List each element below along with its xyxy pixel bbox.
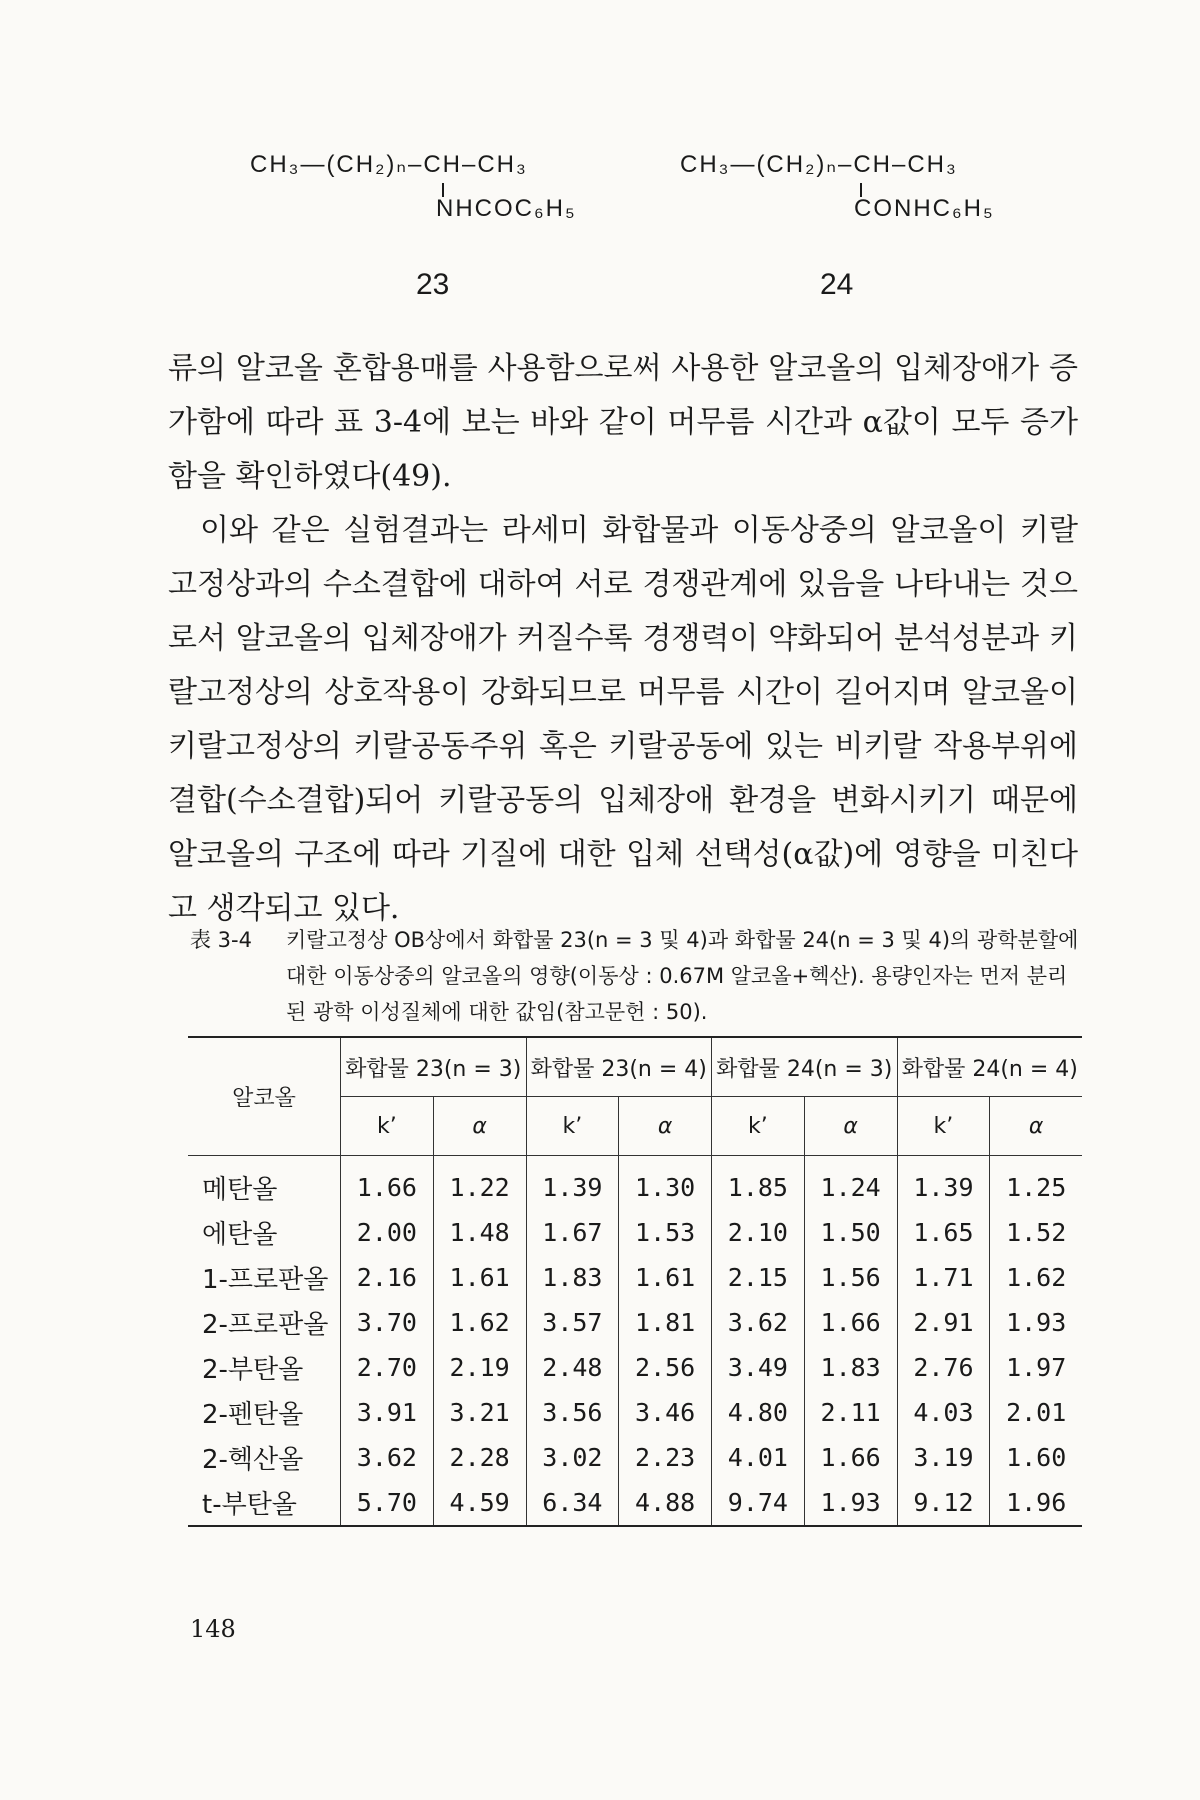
alpha-value: 1.62 xyxy=(433,1300,526,1345)
k-value: 1.66 xyxy=(341,1156,434,1211)
k-value: 3.57 xyxy=(526,1300,619,1345)
k-value: 1.83 xyxy=(526,1255,619,1300)
alpha-value: 3.46 xyxy=(619,1390,712,1435)
data-table xyxy=(188,1036,1082,1527)
k-value: 1.39 xyxy=(897,1156,990,1211)
alpha-value: 1.60 xyxy=(990,1435,1082,1480)
alpha-header: α xyxy=(990,1097,1082,1156)
k-value: 9.74 xyxy=(712,1480,805,1526)
alpha-value: 1.22 xyxy=(433,1156,526,1211)
alpha-value: 2.11 xyxy=(804,1390,897,1435)
alpha-value: 1.61 xyxy=(619,1255,712,1300)
k-value: 9.12 xyxy=(897,1480,990,1526)
k-value: 2.48 xyxy=(526,1345,619,1390)
table-row xyxy=(188,1156,1082,1211)
table-row xyxy=(188,1255,1082,1300)
k-value: 2.16 xyxy=(341,1255,434,1300)
k-value: 4.03 xyxy=(897,1390,990,1435)
k-value: 2.15 xyxy=(712,1255,805,1300)
k-value: 4.80 xyxy=(712,1390,805,1435)
k-value: 6.34 xyxy=(526,1480,619,1526)
body-text xyxy=(168,342,1078,936)
alcohol-name: 1-프로판올 xyxy=(202,1265,329,1295)
alpha-value: 1.97 xyxy=(990,1345,1082,1390)
alpha-header: α xyxy=(619,1097,712,1156)
k-value: 3.56 xyxy=(526,1390,619,1435)
group-header-1: 화합물 23(n = 3) xyxy=(341,1037,527,1097)
k-value: 3.91 xyxy=(341,1390,434,1435)
alpha-header: α xyxy=(433,1097,526,1156)
paragraph-1: 류의 알코올 혼합용매를 사용함으로써 사용한 알코올의 입체장애가 증가함에 따라 표 3-4에 보는 바와 같이 머무름 시간과 α값이 모두 증가함을 확인하였다(49). xyxy=(168,351,1078,494)
k-value: 1.71 xyxy=(897,1255,990,1300)
alpha-value: 1.53 xyxy=(619,1210,712,1255)
k-value: 1.85 xyxy=(712,1156,805,1211)
table-caption-text: 키랄고정상 OB상에서 화합물 23(n = 3 및 4)과 화합물 24(n = 3 및 4)의 광학분할에 대한 이동상중의 알코올의 영향(이동상 : 0.67M 알코올+헥산). 용량인자는 먼저 분리된 광학 이성질체에 대한 값임(참고문헌 : 50). xyxy=(286,928,1079,1024)
alpha-value: 4.88 xyxy=(619,1480,712,1526)
alpha-value: 1.66 xyxy=(804,1300,897,1345)
structure-23-substituent: NHCOC₆H₅ xyxy=(436,195,577,222)
alcohol-name: 2-펜탄올 xyxy=(202,1400,304,1430)
page-number: 148 xyxy=(190,1615,236,1643)
alpha-value: 2.23 xyxy=(619,1435,712,1480)
alpha-value: 1.93 xyxy=(990,1300,1082,1345)
alpha-header: α xyxy=(804,1097,897,1156)
k-header: k’ xyxy=(341,1097,434,1156)
k-header: k’ xyxy=(526,1097,619,1156)
alpha-value: 1.48 xyxy=(433,1210,526,1255)
table-caption-label: 表 3-4 xyxy=(190,928,252,952)
compound-number-23: 23 xyxy=(416,268,450,301)
alpha-value: 1.50 xyxy=(804,1210,897,1255)
alpha-value: 1.96 xyxy=(990,1480,1082,1526)
group-header-4: 화합물 24(n = 4) xyxy=(897,1037,1082,1097)
k-value: 4.01 xyxy=(712,1435,805,1480)
alpha-value: 1.24 xyxy=(804,1156,897,1211)
alcohol-name: 2-프로판올 xyxy=(202,1310,329,1340)
alcohol-name: 메탄올 xyxy=(202,1175,278,1205)
group-header-3: 화합물 24(n = 3) xyxy=(712,1037,898,1097)
k-value: 1.67 xyxy=(526,1210,619,1255)
alcohol-header: 알코올 xyxy=(188,1037,341,1156)
table-row xyxy=(188,1435,1082,1480)
k-value: 3.02 xyxy=(526,1435,619,1480)
alpha-value: 4.59 xyxy=(433,1480,526,1526)
k-value: 3.62 xyxy=(712,1300,805,1345)
k-value: 3.70 xyxy=(341,1300,434,1345)
alpha-value: 1.81 xyxy=(619,1300,712,1345)
alpha-value: 1.83 xyxy=(804,1345,897,1390)
paragraph-2: 이와 같은 실험결과는 라세미 화합물과 이동상중의 알코올이 키랄고정상과의 수소결합에 대하여 서로 경쟁관계에 있음을 나타내는 것으로서 알코올의 입체장애가 커질수록 경쟁력이 약화되어 분석성분과 키랄고정상의 상호작용이 강화되므로 머무름 시간이 길어지며 알코올이 키랄고정상의 키랄공동주위 혹은 키랄공동에 있는 비키랄 작용부위에 결합(수소결합)되어 키랄공동의 입체장애 환경을 변화시키기 때문에 알코올의 구조에 따라 기질에 대한 입체 선택성(α값)에 영향을 미친다고 생각되고 있다. xyxy=(168,513,1078,926)
alcohol-name: 에탄올 xyxy=(202,1220,278,1250)
alpha-value: 2.28 xyxy=(433,1435,526,1480)
k-value: 5.70 xyxy=(341,1480,434,1526)
k-header: k’ xyxy=(897,1097,990,1156)
table-caption xyxy=(190,922,1080,1030)
alpha-value: 1.66 xyxy=(804,1435,897,1480)
k-value: 2.10 xyxy=(712,1210,805,1255)
alpha-value: 1.56 xyxy=(804,1255,897,1300)
alpha-value: 1.93 xyxy=(804,1480,897,1526)
structure-24 xyxy=(680,150,995,223)
compound-number-24: 24 xyxy=(820,268,854,301)
alpha-value: 1.62 xyxy=(990,1255,1082,1300)
alpha-value: 2.19 xyxy=(433,1345,526,1390)
table-row xyxy=(188,1480,1082,1526)
k-value: 3.19 xyxy=(897,1435,990,1480)
alcohol-name: 2-부탄올 xyxy=(202,1355,304,1385)
alpha-value: 2.56 xyxy=(619,1345,712,1390)
alpha-value: 2.01 xyxy=(990,1390,1082,1435)
alpha-value: 1.25 xyxy=(990,1156,1082,1211)
table-row xyxy=(188,1345,1082,1390)
structure-23 xyxy=(250,150,577,223)
alpha-value: 1.61 xyxy=(433,1255,526,1300)
alcohol-name: 2-헥산올 xyxy=(202,1445,304,1475)
alcohol-name: t-부탄올 xyxy=(202,1490,297,1520)
alpha-value: 1.52 xyxy=(990,1210,1082,1255)
k-value: 2.91 xyxy=(897,1300,990,1345)
k-header: k’ xyxy=(712,1097,805,1156)
k-value: 2.70 xyxy=(341,1345,434,1390)
structure-24-main: CH₃—(CH₂)ₙ–CH–CH₃ xyxy=(680,151,958,178)
k-value: 2.76 xyxy=(897,1345,990,1390)
k-value: 3.49 xyxy=(712,1345,805,1390)
alpha-value: 1.30 xyxy=(619,1156,712,1211)
k-value: 1.65 xyxy=(897,1210,990,1255)
structure-24-substituent: CONHC₆H₅ xyxy=(854,195,995,222)
table-row xyxy=(188,1300,1082,1345)
table-row xyxy=(188,1210,1082,1255)
table-row xyxy=(188,1390,1082,1435)
k-value: 1.39 xyxy=(526,1156,619,1211)
k-value: 3.62 xyxy=(341,1435,434,1480)
k-value: 2.00 xyxy=(341,1210,434,1255)
alpha-value: 3.21 xyxy=(433,1390,526,1435)
table-body xyxy=(188,1156,1082,1527)
group-header-2: 화합물 23(n = 4) xyxy=(526,1037,712,1097)
structure-23-main: CH₃—(CH₂)ₙ–CH–CH₃ xyxy=(250,151,528,178)
